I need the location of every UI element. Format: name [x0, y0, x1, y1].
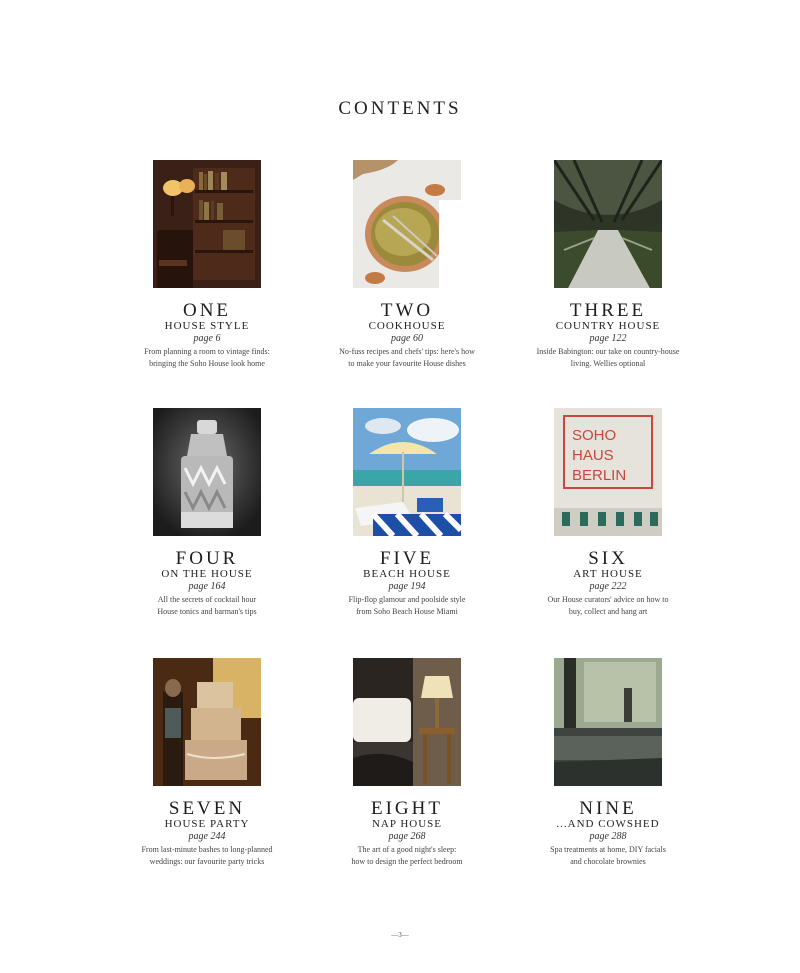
chapter-three-image: [554, 160, 662, 288]
chapter-two[interactable]: [307, 160, 507, 370]
chapter-description: Spa treatments at home, DIY facials and chocolate brownies: [550, 845, 666, 866]
chapter-number: NINE: [579, 798, 637, 819]
chapter-name: ART HOUSE: [573, 568, 643, 580]
chapter-name: ON THE HOUSE: [161, 568, 253, 580]
chapter-seven[interactable]: [107, 658, 307, 868]
sign-line-2: HAUS: [572, 447, 614, 464]
chapter-name: BEACH HOUSE: [363, 568, 451, 580]
chapter-description: From planning a room to vintage finds: bringing the Soho House look home: [144, 347, 270, 368]
page-title: CONTENTS: [338, 98, 462, 119]
chapter-description: Our House curators' advice on how to buy, collect and hang art: [547, 595, 669, 616]
chapter-description: Inside Babington: our take on country-house living. Wellies optional: [536, 347, 680, 368]
chapter-number: ONE: [182, 300, 232, 321]
chapter-number: FOUR: [175, 548, 239, 569]
chapter-six-image: [554, 408, 662, 536]
chapter-description: From last-minute bashes to long-planned weddings: our favourite party tricks: [141, 845, 273, 866]
chapter-number: SIX: [588, 548, 628, 569]
page-number: —3—: [391, 931, 409, 939]
chapter-nine[interactable]: [508, 658, 708, 868]
sign-line-1: SOHO: [572, 427, 617, 444]
chapter-number: TWO: [380, 300, 434, 321]
chapter-five-image: [353, 408, 461, 536]
chapter-page: page 194: [388, 581, 426, 592]
chapter-page: page 222: [589, 581, 627, 592]
chapter-three[interactable]: [508, 160, 708, 370]
chapter-name: COUNTRY HOUSE: [555, 320, 661, 332]
chapter-description: All the secrets of cocktail hour House tonics and barman's tips: [157, 595, 257, 616]
chapter-eight-image: [353, 658, 461, 786]
chapter-number: EIGHT: [371, 798, 443, 819]
chapter-four[interactable]: [107, 408, 307, 618]
chapter-page: page 164: [188, 581, 226, 592]
chapter-description: The art of a good night's sleep: how to design the perfect bedroom: [351, 845, 463, 866]
chapter-number: THREE: [569, 300, 647, 321]
chapter-description: No-fuss recipes and chefs' tips: here's how to make your favourite House dishes: [339, 347, 475, 368]
chapter-page: page 268: [388, 831, 426, 842]
chapter-seven-image: [153, 658, 261, 786]
sign-line-3: BERLIN: [572, 467, 627, 484]
chapter-page: page 60: [391, 333, 423, 344]
chapter-page: page 244: [188, 831, 226, 842]
chapter-two-image: [353, 160, 461, 288]
chapter-number: SEVEN: [168, 798, 246, 819]
chapter-name: ...AND COWSHED: [556, 818, 660, 830]
chapter-page: page 288: [589, 831, 627, 842]
chapter-description: Flip-flop glamour and poolside style from Soho Beach House Miami: [348, 595, 466, 616]
chapter-name: COOKHOUSE: [368, 320, 446, 332]
chapter-name: HOUSE PARTY: [164, 818, 250, 830]
chapter-one-image: [153, 160, 261, 288]
chapter-eight[interactable]: [307, 658, 507, 868]
chapter-page: page 6: [193, 333, 221, 344]
chapter-five[interactable]: [307, 408, 507, 618]
chapter-name: NAP HOUSE: [371, 818, 442, 830]
chapter-nine-image: [554, 658, 662, 786]
chapter-four-image: [153, 408, 261, 536]
chapter-six[interactable]: [508, 408, 708, 618]
chapter-page: page 122: [589, 333, 627, 344]
chapter-one[interactable]: [107, 160, 307, 370]
chapter-number: FIVE: [379, 548, 435, 569]
chapter-name: HOUSE STYLE: [164, 320, 250, 332]
